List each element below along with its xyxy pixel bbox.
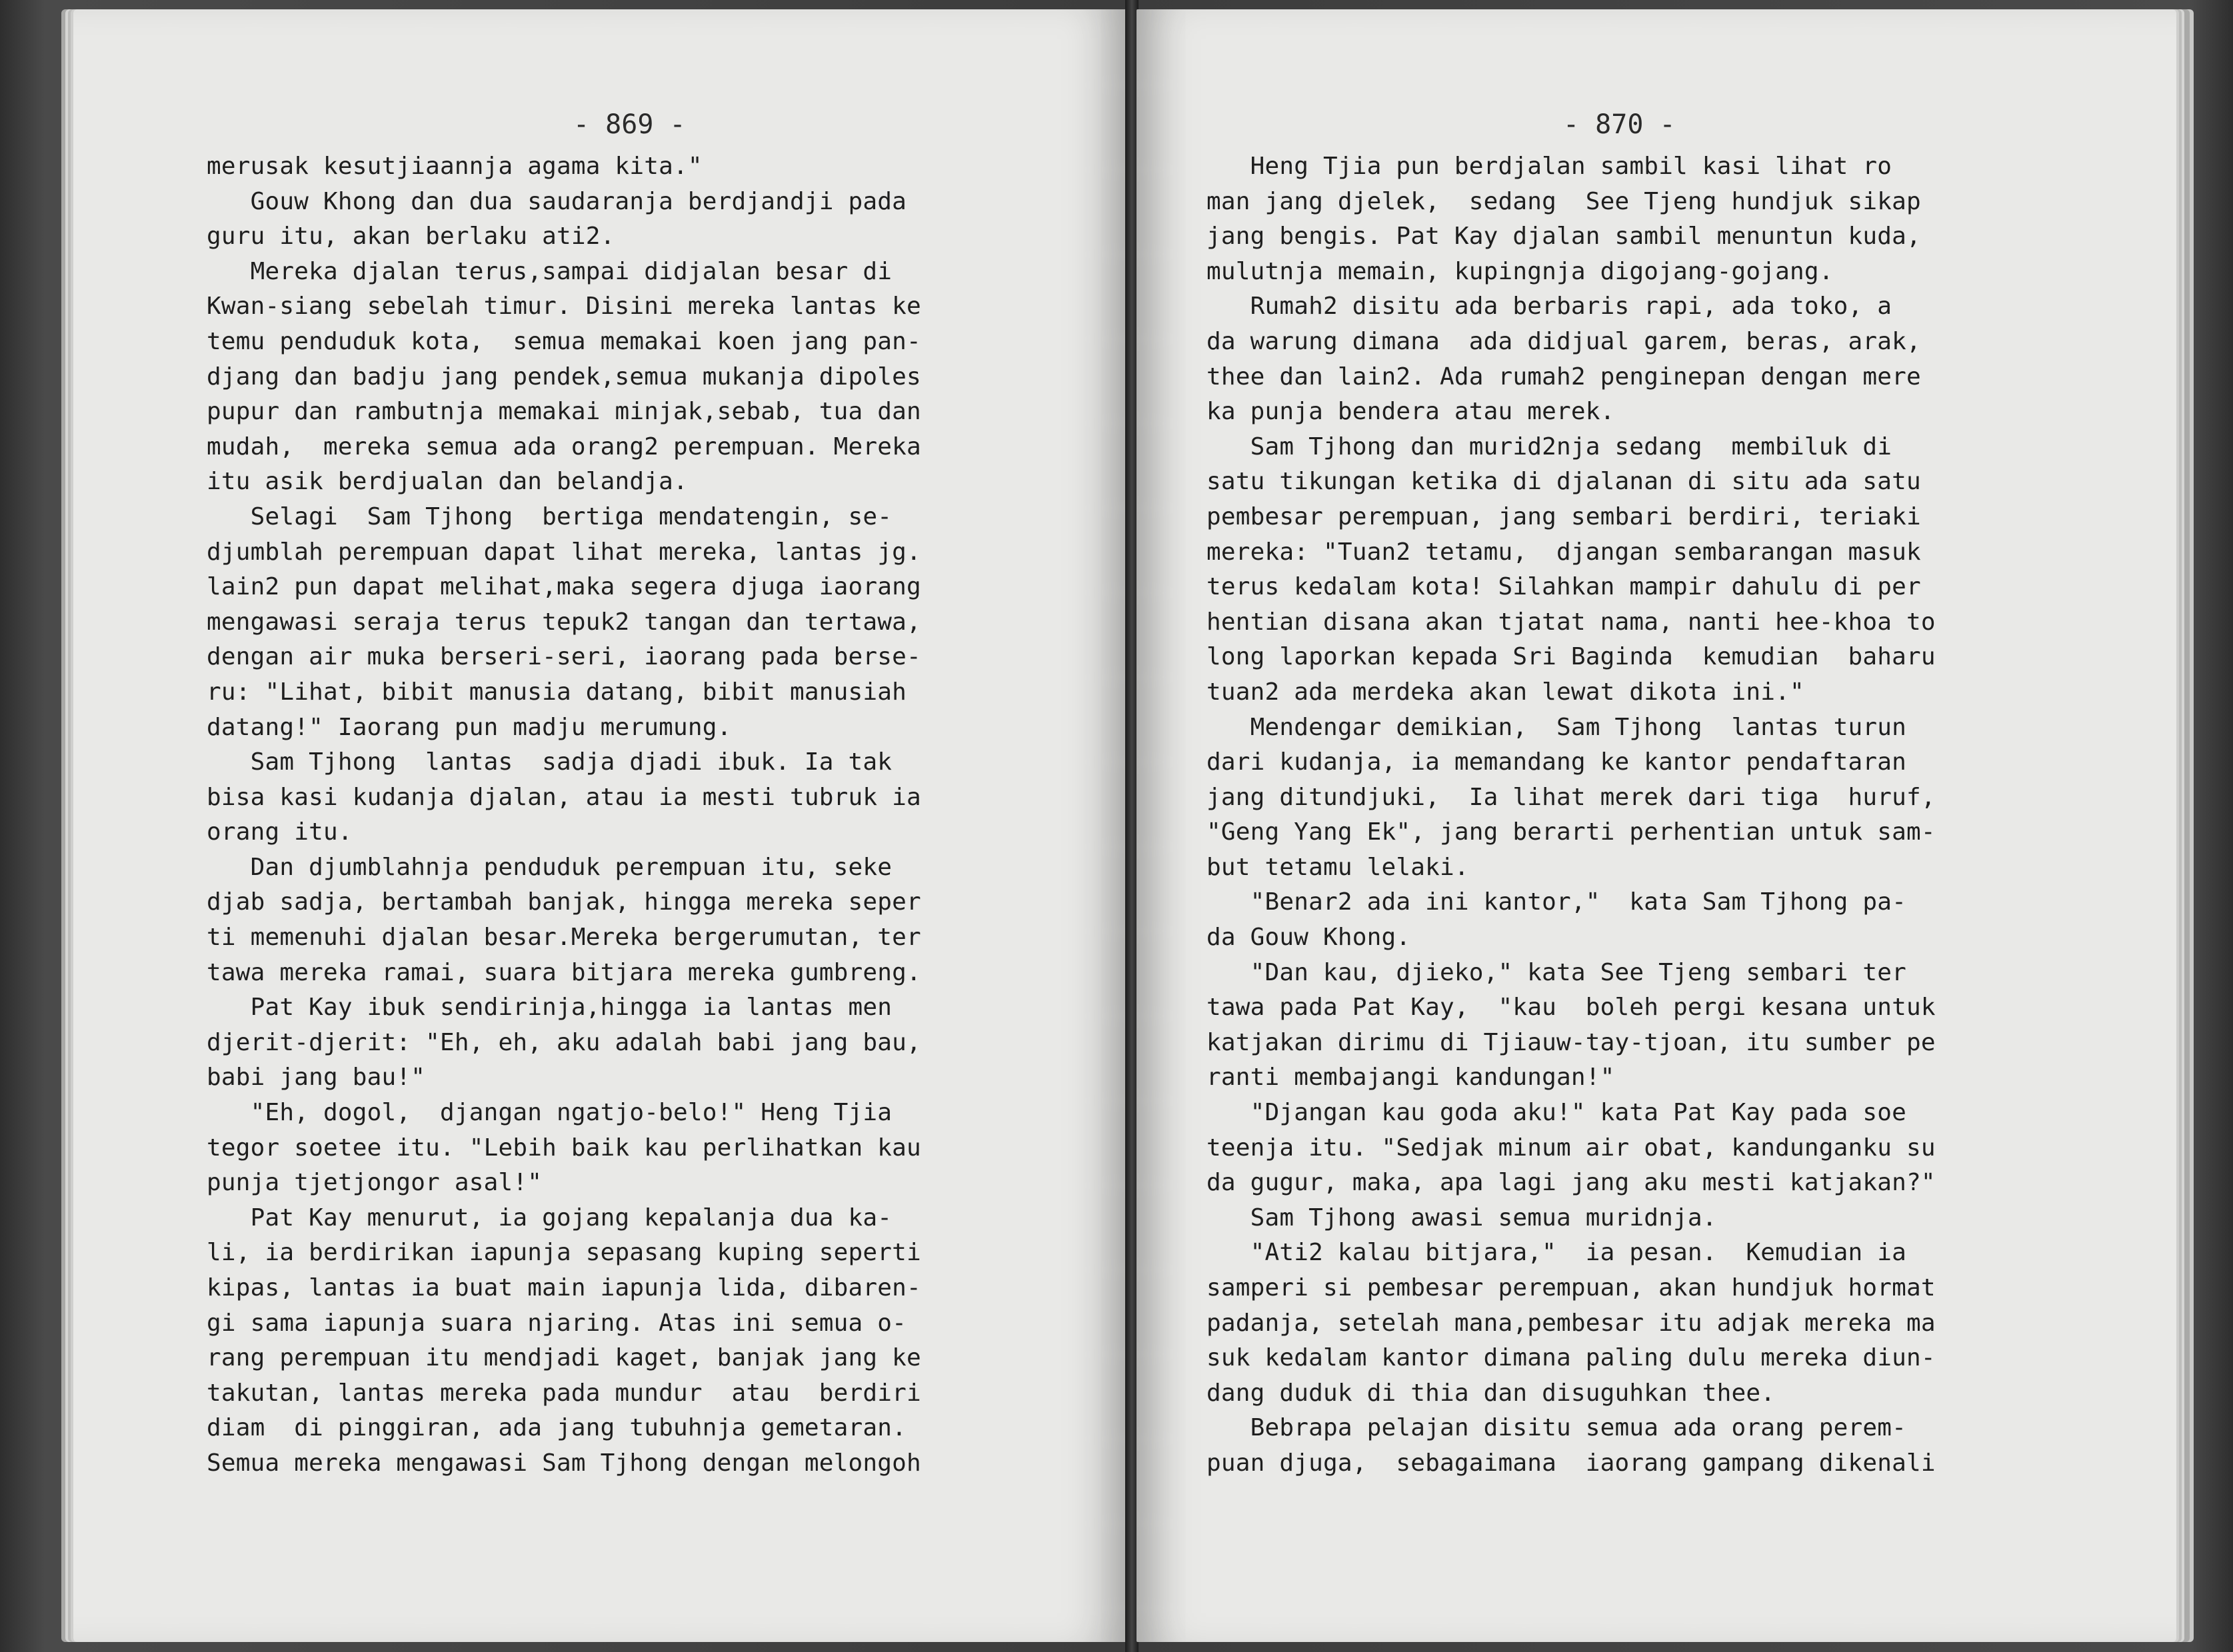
right-page-text-line: satu tikungan ketika di djalanan di situ ada satu [1206, 468, 1921, 496]
left-page-text-line: Pat Kay ibuk sendirinja,hingga ia lantas men [207, 994, 893, 1022]
right-page-text-line: pembesar perempuan, jang sembari berdiri, teriaki [1206, 502, 1921, 530]
left-page-text-line: Semua mereka mengawasi Sam Tjhong dengan melongoh [207, 1449, 921, 1477]
right-page-text-line: thee dan lain2. Ada rumah2 penginepan dengan mere [1206, 363, 1921, 391]
right-page-text-line: terus kedalam kota! Silahkan mampir dahulu di per [1206, 573, 1921, 601]
left-page-text-line: lain2 pun dapat melihat,maka segera djuga iaorang [207, 573, 921, 601]
left-page-text-line: tegor soetee itu. "Lebih baik kau perlihatkan kau [207, 1134, 921, 1162]
right-page-text-line: "Geng Yang Ek", jang berarti perhentian untuk sam- [1206, 818, 1936, 846]
right-page-text-line: "Ati2 kalau bitjara," ia pesan. Kemudian ia [1206, 1239, 1906, 1267]
left-page-text-line: mengawasi seraja terus tepuk2 tangan dan tertawa, [207, 608, 921, 636]
right-page-text-line: teenja itu. "Sedjak minum air obat, kandunganku su [1206, 1134, 1936, 1162]
left-page-text-line: Mereka djalan terus,sampai didjalan besar di [207, 257, 893, 285]
right-page-text-line: man jang djelek, sedang See Tjeng hundjuk sikap [1206, 187, 1921, 215]
left-page-text-line: kipas, lantas ia buat main iapunja lida, dibaren- [207, 1274, 921, 1301]
right-page-text-line: ka punja bendera atau merek. [1206, 398, 1615, 426]
left-page [73, 9, 1126, 1642]
right-page-text-line: suk kedalam kantor dimana paling dulu mereka diun- [1206, 1344, 1936, 1372]
right-page-text-line: Rumah2 disitu ada berbaris rapi, ada toko, a [1206, 293, 1892, 321]
left-page-text-line: djerit-djerit: "Eh, eh, aku adalah babi jang bau, [207, 1028, 921, 1056]
left-page-text-line: Selagi Sam Tjhong bertiga mendatengin, se- [207, 502, 893, 530]
left-page-text-line: punja tjetjongor asal!" [207, 1169, 543, 1197]
right-page-text-line: tawa pada Pat Kay, "kau boleh pergi kesana untuk [1206, 994, 1936, 1022]
right-page-text-line: "Dan kau, djieko," kata See Tjeng sembari ter [1206, 958, 1906, 986]
right-page-text-line: ranti membajangi kandungan!" [1206, 1064, 1615, 1092]
left-page-text-line: babi jang bau!" [207, 1064, 426, 1092]
left-page-text-line: djang dan badju jang pendek,semua mukanja dipoles [207, 363, 921, 391]
right-page-text-line: dang duduk di thia dan disuguhkan thee. [1206, 1379, 1776, 1407]
left-page-text-line: Kwan-siang sebelah timur. Disini mereka lantas ke [207, 293, 921, 321]
left-page-number: - 869 - [573, 109, 686, 140]
right-page-text-line: katjakan dirimu di Tjiauw-tay-tjoan, itu sumber pe [1206, 1028, 1936, 1056]
left-page-text-line: dengan air muka berseri-seri, iaorang pada berse- [207, 643, 921, 671]
left-page-text-line: li, ia berdirikan iapunja sepasang kuping seperti [207, 1239, 921, 1267]
left-page-text-line: djumblah perempuan dapat lihat mereka, lantas jg. [207, 538, 921, 566]
left-page-text-line: itu asik berdjualan dan belandja. [207, 468, 688, 496]
left-page-text-line: merusak kesutjiaannja agama kita." [207, 153, 703, 180]
right-page-text-line: Sam Tjhong awasi semua muridnja. [1206, 1204, 1717, 1232]
right-page-text-line: but tetamu lelaki. [1206, 853, 1469, 881]
left-page-text-line: gi sama iapunja suara njaring. Atas ini semua o- [207, 1309, 907, 1337]
left-page-text-line: orang itu. [207, 818, 353, 846]
right-page-text-line: da gugur, maka, apa lagi jang aku mesti katjakan?" [1206, 1169, 1936, 1197]
right-page-text-line: puan djuga, sebagaimana iaorang gampang dikenali [1206, 1449, 1936, 1477]
right-page-text-line: dari kudanja, ia memandang ke kantor pendaftaran [1206, 748, 1906, 776]
left-page-text-line: bisa kasi kudanja djalan, atau ia mesti tubruk ia [207, 783, 921, 811]
left-page-text-line: Sam Tjhong lantas sadja djadi ibuk. Ia tak [207, 748, 893, 776]
right-page-text-line: mulutnja memain, kupingnja digojang-gojang. [1206, 257, 1834, 285]
left-page-text-line: "Eh, dogol, djangan ngatjo-belo!" Heng Tjia [207, 1099, 893, 1127]
right-page-text-line: da warung dimana ada didjual garem, beras, arak, [1206, 327, 1921, 355]
right-page-text-line: Heng Tjia pun berdjalan sambil kasi lihat ro [1206, 153, 1892, 180]
left-page-text-line: Pat Kay menurut, ia gojang kepalanja dua ka- [207, 1204, 893, 1232]
left-page-text-line: diam di pinggiran, ada jang tubuhnja gemetaran. [207, 1414, 907, 1442]
right-page-number: - 870 - [1563, 109, 1676, 140]
right-page-text-line: da Gouw Khong. [1206, 924, 1411, 952]
right-page-text-line: "Benar2 ada ini kantor," kata Sam Tjhong pa- [1206, 888, 1906, 916]
left-page-text-line: datang!" Iaorang pun madju merumung. [207, 713, 732, 741]
right-page-text-line: Bebrapa pelajan disitu semua ada orang perem- [1206, 1414, 1906, 1442]
right-page-text-line: Sam Tjhong dan murid2nja sedang membiluk di [1206, 432, 1892, 460]
left-page-text-line: pupur dan rambutnja memakai minjak,sebab, tua dan [207, 398, 921, 426]
right-page-text-line: jang bengis. Pat Kay djalan sambil menuntun kuda, [1206, 223, 1921, 251]
left-page-text-line: ti memenuhi djalan besar.Mereka bergerumutan, ter [207, 924, 921, 952]
left-page-text [207, 149, 921, 1481]
left-page-text-line: mudah, mereka semua ada orang2 perempuan. Mereka [207, 432, 921, 460]
left-page-text-line: rang perempuan itu mendjadi kaget, banjak jang ke [207, 1344, 921, 1372]
right-page-text-line: padanja, setelah mana,pembesar itu adjak mereka ma [1206, 1309, 1936, 1337]
left-page-text-line: temu penduduk kota, semua memakai koen jang pan- [207, 327, 921, 355]
right-page-text-line: jang ditundjuki, Ia lihat merek dari tiga huruf, [1206, 783, 1936, 811]
right-page-text-line: hentian disana akan tjatat nama, nanti hee-khoa to [1206, 608, 1936, 636]
right-page-text-line: samperi si pembesar perempuan, akan hundjuk hormat [1206, 1274, 1936, 1301]
left-page-text-line: takutan, lantas mereka pada mundur atau berdiri [207, 1379, 921, 1407]
left-page-text-line: ru: "Lihat, bibit manusia datang, bibit manusiah [207, 678, 907, 706]
right-page [1136, 9, 2176, 1642]
right-page-text-line: mereka: "Tuan2 tetamu, djangan sembarangan masuk [1206, 538, 1921, 566]
left-page-text-line: guru itu, akan berlaku ati2. [207, 223, 615, 251]
right-page-text-line: long laporkan kepada Sri Baginda kemudian baharu [1206, 643, 1936, 671]
right-page-text-line: "Djangan kau goda aku!" kata Pat Kay pada soe [1206, 1099, 1906, 1127]
left-page-text-line: tawa mereka ramai, suara bitjara mereka gumbreng. [207, 958, 921, 986]
right-page-text-line: Mendengar demikian, Sam Tjhong lantas turun [1206, 713, 1906, 741]
left-page-text-line: djab sadja, bertambah banjak, hingga mereka seper [207, 888, 921, 916]
left-page-text-line: Dan djumblahnja penduduk perempuan itu, seke [207, 853, 893, 881]
right-page-text [1206, 149, 1936, 1481]
right-page-text-line: tuan2 ada merdeka akan lewat dikota ini." [1206, 678, 1804, 706]
left-page-text-line: Gouw Khong dan dua saudaranja berdjandji pada [207, 187, 907, 215]
